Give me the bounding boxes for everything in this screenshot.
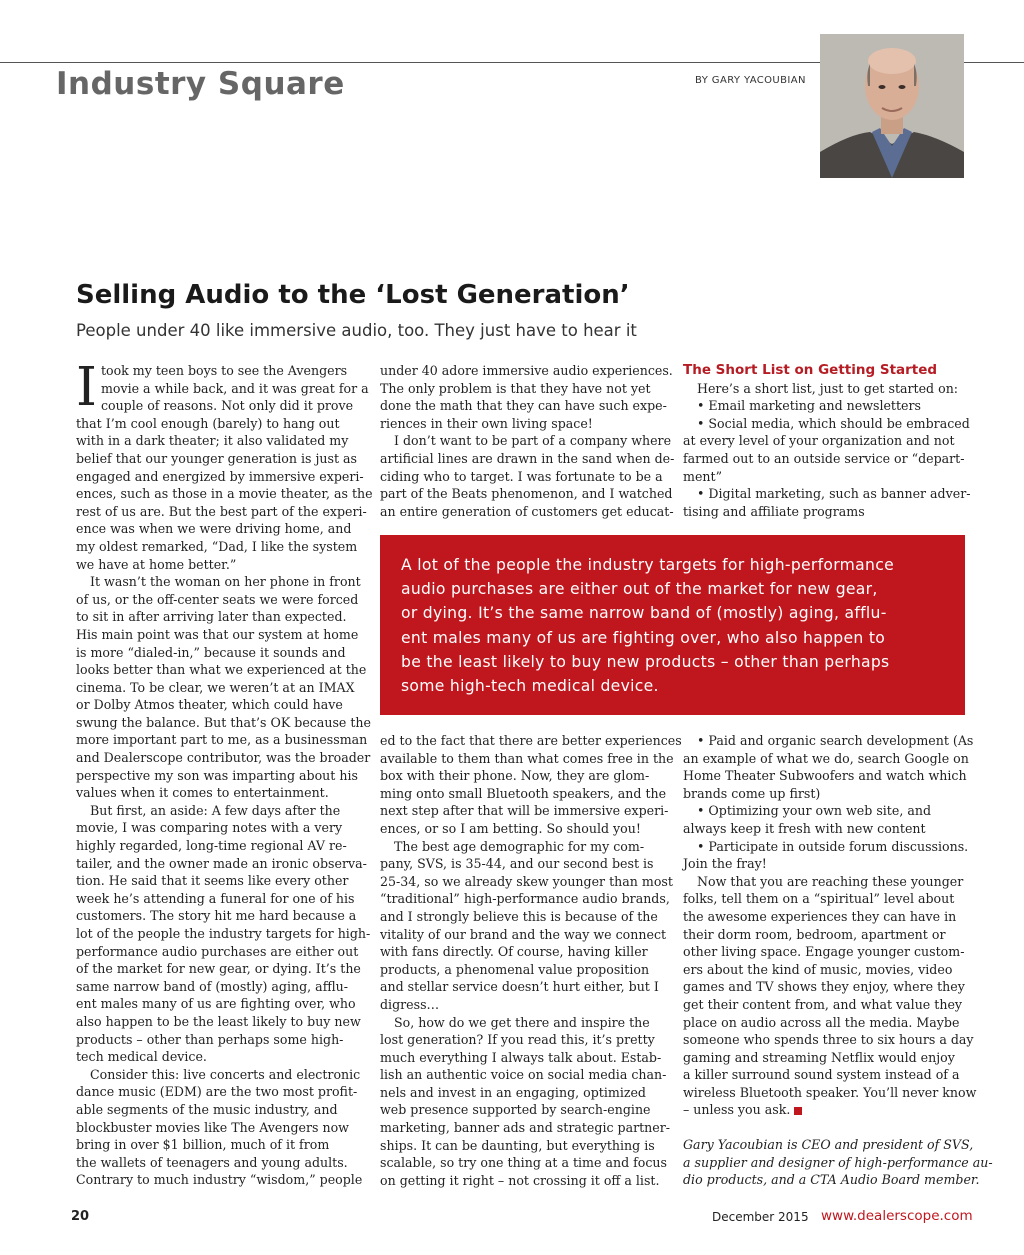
article-headline: Selling Audio to the ‘Lost Generation’: [76, 280, 630, 310]
text-line: other living space. Engage younger custom-: [683, 944, 965, 960]
text-line: • Social media, which should be embraced: [697, 415, 970, 431]
text-line: • Participate in outside forum discussions.: [697, 838, 969, 854]
text-line: scalable, so try one thing at a time and focus: [380, 1155, 668, 1171]
text-line: ment”: [683, 468, 723, 484]
text-line: and I strongly believe this is because of the: [380, 908, 658, 924]
text-line: at every level of your organization and not: [683, 433, 955, 449]
text-line: gaming and streaming Netflix would enjoy: [683, 1049, 955, 1065]
pull-quote-box: [380, 535, 965, 715]
text-line: products – other than perhaps some high-: [76, 1031, 344, 1047]
page-number: 20: [71, 1209, 90, 1224]
text-line: of us, or the off-center seats we were forced: [76, 591, 359, 607]
text-line: more important part to me, as a businessman: [76, 732, 368, 748]
text-line: pany, SVS, is 35-44, and our second best is: [380, 856, 654, 872]
author-bio: [683, 1136, 993, 1189]
end-mark-icon: [794, 1107, 802, 1115]
author-photo: [820, 34, 964, 178]
text-line: 25-34, so we already skew younger than most: [380, 873, 673, 889]
text-line: available to them than what comes free in the: [380, 750, 674, 766]
issue-date: December 2015: [712, 1210, 809, 1224]
text-line: tech medical device.: [76, 1049, 207, 1065]
text-line: I don’t want to be part of a company where: [394, 433, 672, 449]
sidebar-heading: The Short List on Getting Started: [683, 362, 938, 378]
text-line: part of the Beats phenomenon, and I watched: [380, 486, 673, 502]
text-line: tailer, and the owner made an ironic observa-: [76, 855, 367, 871]
text-line: and Dealerscope contributor, was the broader: [76, 750, 371, 766]
text-line: farmed out to an outside service or “depart-: [683, 450, 965, 466]
text-line: values when it comes to entertainment.: [76, 785, 329, 801]
text-line: lot of the people the industry targets for high-: [76, 926, 371, 941]
text-line: • Optimizing your own web site, and: [697, 803, 932, 819]
text-line: ming onto small Bluetooth speakers, and the: [380, 785, 667, 801]
text-line: also happen to be the least likely to buy new: [76, 1013, 361, 1029]
text-line: ed to the fact that there are better experiences: [380, 733, 682, 748]
text-line: Gary Yacoubian is CEO and president of SVS,: [683, 1137, 974, 1153]
text-line: that I’m cool enough (barely) to hang out: [76, 415, 340, 431]
text-line: couple of reasons. Not only did it prove: [100, 398, 354, 414]
text-line: digress…: [380, 996, 440, 1012]
text-line: blockbuster movies like The Avengers now: [76, 1119, 349, 1135]
article-column-3-top: [683, 362, 973, 520]
text-line: perspective my son was imparting about his: [76, 767, 358, 783]
text-line: nels and invest in an engaging, optimized: [380, 1084, 646, 1100]
text-line: wireless Bluetooth speaker. You’ll never know: [683, 1084, 977, 1100]
text-line: someone who spends three to six hours a day: [683, 1032, 974, 1048]
text-line: the awesome experiences they can have in: [683, 908, 957, 924]
text-line: my oldest remarked, “Dad, I like the system: [76, 538, 358, 554]
text-line: Join the fray!: [683, 856, 767, 872]
article-column-2-top: [380, 362, 675, 520]
text-line: ences, such as those in a movie theater, as the: [76, 486, 373, 502]
text-line: next step after that will be immersive experi-: [380, 803, 669, 819]
text-line: looks better than what we experienced at the: [76, 662, 367, 678]
text-line: vitality of our brand and the way we connect: [380, 926, 667, 942]
text-line: under 40 adore immersive audio experiences.: [380, 363, 673, 378]
text-line: took my teen boys to see the Avengers: [100, 363, 348, 378]
section-title: Industry Square: [56, 66, 345, 102]
text-line: box with their phone. Now, they are glom-: [380, 768, 650, 784]
text-line: marketing, banner ads and strategic partner-: [380, 1120, 671, 1136]
text-line: products, a phenomenal value proposition: [380, 961, 650, 977]
text-line: swung the balance. But that’s OK because the: [76, 714, 371, 730]
pull-quote-line: some high-tech medical device.: [401, 677, 659, 696]
text-line: an entire generation of customers get educat-: [380, 503, 674, 519]
text-line: ent males many of us are fighting over, who: [76, 996, 356, 1012]
text-line: tising and affiliate programs: [683, 503, 865, 519]
text-line: • Email marketing and newsletters: [697, 398, 921, 414]
text-line: of the market for new gear, or dying. It’s the: [76, 961, 361, 977]
text-line: movie a while back, and it was great for a: [100, 380, 369, 396]
text-line: belief that our younger generation is just as: [76, 450, 358, 466]
text-line: lish an authentic voice on social media chan-: [380, 1067, 667, 1083]
text-line: highly regarded, long-time regional AV re-: [76, 838, 347, 854]
text-line: web presence supported by search-engine: [380, 1102, 651, 1118]
text-line: done the math that they can have such expe-: [380, 398, 667, 414]
text-line: ciding who to target. I was fortunate to be a: [380, 468, 663, 484]
pull-quote-line: be the least likely to buy new products – other than perhaps: [401, 652, 890, 671]
text-line: artificial lines are drawn in the sand when de-: [380, 450, 675, 466]
text-line: or Dolby Atmos theater, which could have: [76, 697, 343, 713]
text-line: engaged and energized by immersive experi-: [76, 468, 364, 484]
pull-quote-line: or dying. It’s the same narrow band of (mostly) aging, afflu-: [401, 604, 887, 623]
text-line: His main point was that our system at home: [76, 626, 359, 642]
article-column-2-bottom: [380, 732, 682, 1189]
text-line: Home Theater Subwoofers and watch which: [683, 768, 967, 784]
text-line: an example of what we do, search Google on: [683, 750, 969, 766]
site-url[interactable]: www.dealerscope.com: [821, 1208, 973, 1224]
pull-quote-line: ent males many of us are fighting over, who also happen to: [401, 628, 886, 647]
text-line: week he’s attending a funeral for one of his: [76, 890, 355, 906]
text-line: Now that you are reaching these younger: [697, 873, 964, 889]
text-line: able segments of the music industry, and: [76, 1101, 338, 1117]
pull-quote-line: A lot of the people the industry targets for high-performance: [401, 556, 894, 574]
text-line: The only problem is that they have not yet: [380, 380, 651, 396]
text-line: dio products, and a CTA Audio Board member.: [683, 1172, 980, 1188]
text-line: dance music (EDM) are the two most profit-: [76, 1084, 358, 1100]
text-line: get their content from, and what value they: [683, 996, 963, 1012]
text-line: ships. It can be daunting, but everything is: [380, 1137, 655, 1153]
text-line: a supplier and designer of high-performance au-: [683, 1154, 993, 1170]
text-line: the wallets of teenagers and young adults.: [76, 1154, 348, 1170]
text-line: movie, I was comparing notes with a very: [76, 820, 343, 836]
text-line: ences, or so I am betting. So should you!: [380, 820, 641, 836]
drop-cap: I: [76, 357, 97, 418]
text-line: games and TV shows they enjoy, where they: [683, 979, 965, 995]
closing-line: – unless you ask.: [683, 1102, 791, 1118]
text-line: cinema. To be clear, we weren’t at an IMAX: [76, 679, 355, 695]
text-line: ers about the kind of music, movies, video: [683, 961, 953, 977]
byline: BY GARY YACOUBIAN: [695, 75, 806, 86]
text-line: performance audio purchases are either out: [76, 943, 359, 959]
text-line: Here’s a short list, just to get started on:: [697, 380, 959, 396]
article-column-1: [76, 357, 373, 1189]
text-line: • Digital marketing, such as banner adver-: [697, 486, 971, 502]
text-line: their dorm room, bedroom, apartment or: [683, 926, 946, 942]
text-line: on getting it right – not crossing it off a list.: [380, 1172, 660, 1188]
article-deck: People under 40 like immersive audio, too. They just have to hear it: [76, 321, 637, 340]
text-line: Consider this: live concerts and electronic: [90, 1066, 361, 1082]
text-line: we have at home better.”: [76, 556, 237, 572]
text-line: place on audio across all the media. Maybe: [683, 1014, 960, 1030]
text-line: to sit in after arriving later than expected.: [76, 609, 347, 625]
text-line: always keep it fresh with new content: [683, 820, 926, 836]
pull-quote-line: audio purchases are either out of the market for new gear,: [401, 580, 878, 599]
text-line: rest of us are. But the best part of the experi-: [76, 503, 367, 519]
text-line: bring in over $1 billion, much of it from: [76, 1137, 330, 1153]
text-line: same narrow band of (mostly) aging, afflu-: [76, 978, 349, 994]
text-line: Contrary to much industry “wisdom,” people: [76, 1172, 363, 1188]
text-line: It wasn’t the woman on her phone in front: [90, 574, 361, 590]
text-line: But first, an aside: A few days after the: [90, 802, 341, 818]
author-portrait-image: [820, 34, 964, 178]
text-line: with in a dark theater; it also validated my: [76, 433, 349, 449]
text-line: with fans directly. Of course, having killer: [380, 944, 648, 960]
closing-paragraph: [683, 1101, 973, 1119]
text-line: tion. He said that it seems like every other: [76, 873, 349, 889]
text-line: lost generation? If you read this, it’s pretty: [380, 1032, 655, 1048]
text-line: customers. The story hit me hard because a: [76, 908, 357, 924]
text-line: “traditional” high-performance audio brands,: [380, 891, 670, 907]
text-line: much everything I always talk about. Estab-: [380, 1049, 662, 1065]
text-line: folks, tell them on a “spiritual” level about: [683, 891, 955, 907]
text-line: and stellar service doesn’t hurt either, but I: [380, 979, 659, 995]
pull-quote-text: [401, 553, 894, 698]
text-line: a killer surround sound system instead of a: [683, 1067, 960, 1083]
text-line: brands come up first): [683, 785, 821, 801]
text-line: • Paid and organic search development (As: [697, 733, 974, 748]
text-line: riences in their own living space!: [380, 415, 593, 431]
text-line: ence was when we were driving home, and: [76, 521, 352, 537]
article-column-3-bottom: [683, 732, 993, 1189]
text-line: is more “dialed-in,” because it sounds and: [76, 644, 346, 660]
text-line: So, how do we get there and inspire the: [394, 1014, 650, 1030]
text-line: The best age demographic for my com-: [394, 838, 645, 854]
